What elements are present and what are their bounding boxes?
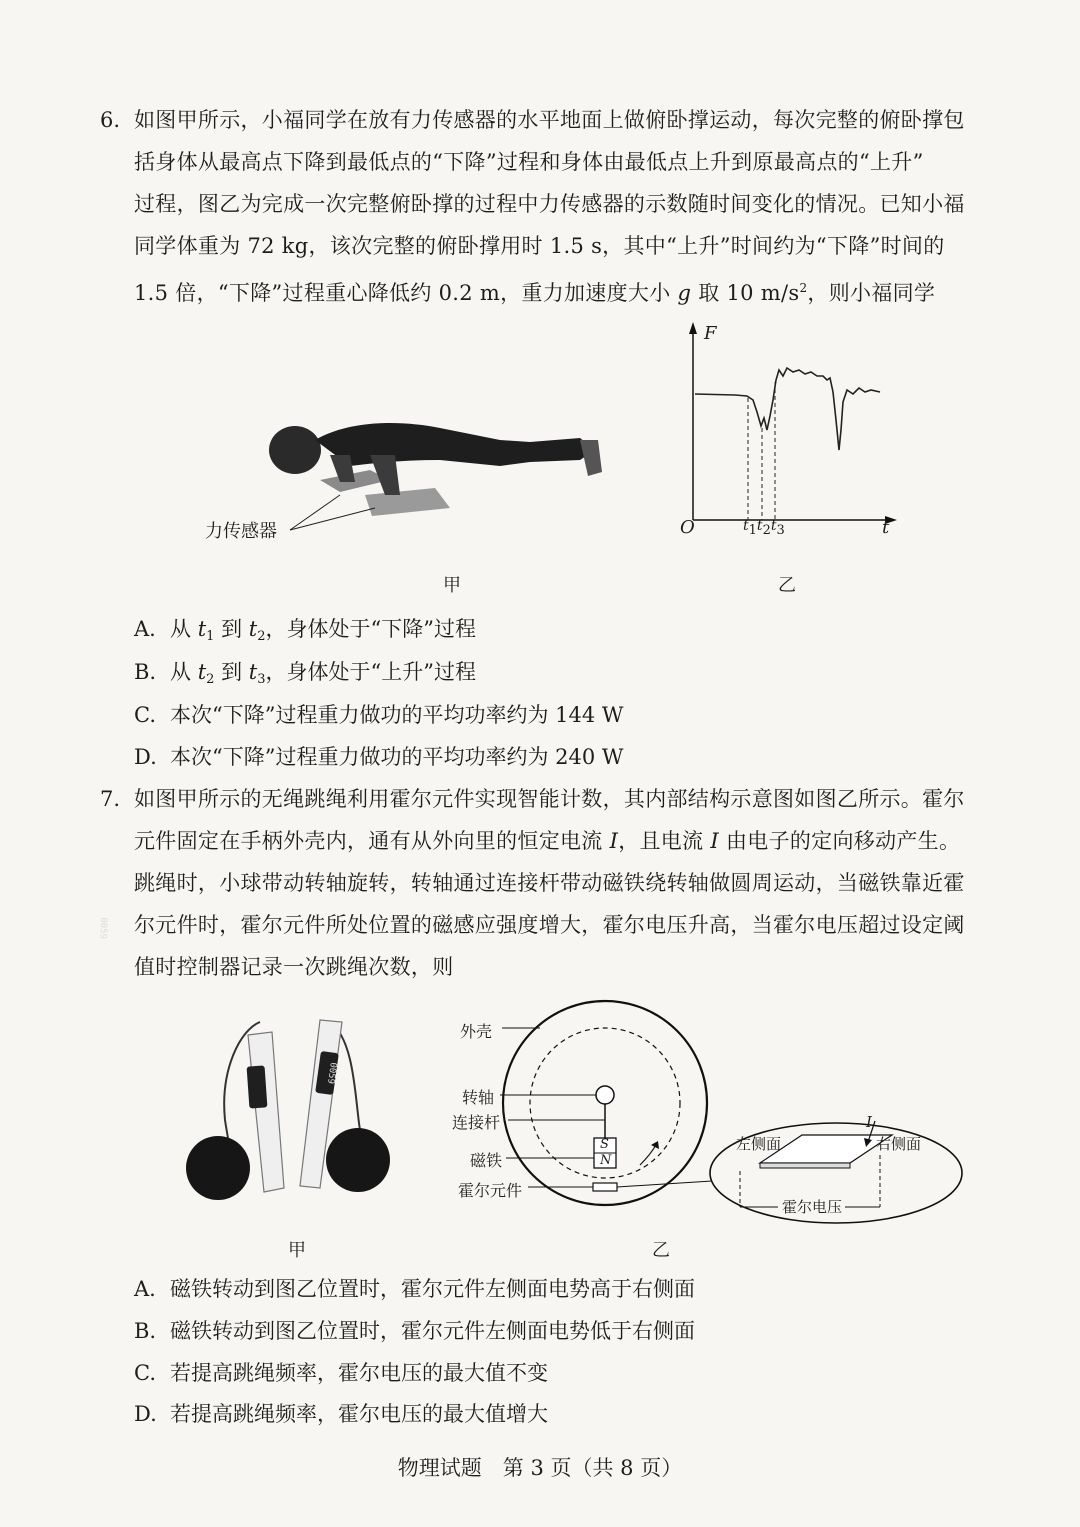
y-axis-label: F [704, 323, 717, 344]
label-leader-line [290, 508, 375, 530]
question-number: 6. [100, 108, 121, 132]
figure-caption: 甲 [288, 1240, 306, 1261]
option-c[interactable]: C. 若提高跳绳频率，霍尔电压的最大值不变 [134, 1361, 548, 1385]
option-b[interactable]: B. 从 $t_2$ 到 $t_3$，身体处于“上升”过程 [134, 660, 477, 687]
question-text-line: 如图甲所示的无绳跳绳利用霍尔元件实现智能计数，其内部结构示意图如图乙所示。霍尔 [134, 787, 965, 811]
handle-left [248, 1032, 284, 1192]
question-number: 7. [100, 787, 121, 811]
rotation-axis [596, 1086, 614, 1104]
person-head [269, 426, 321, 474]
axis-label: 转轴 [462, 1088, 495, 1107]
question-text-line: 如图甲所示，小福同学在放有力传感器的水平地面上做俯卧撑运动，每次完整的俯卧撑包 [134, 108, 965, 132]
question-text-line: 过程，图乙为完成一次完整俯卧撑的过程中力传感器的示数随时间变化的情况。已知小福 [134, 192, 965, 216]
question-text-line: 值时控制器记录一次跳绳次数，则 [134, 955, 454, 979]
hall-plate-edge [760, 1163, 850, 1168]
question-text-line: 括身体从最高点下降到最低点的“下降”过程和身体由最低点上升到原最高点的“上升” [134, 150, 924, 174]
rod-label: 连接杆 [452, 1113, 501, 1132]
person-body [315, 423, 595, 466]
option-d[interactable]: D. 本次“下降”过程重力做功的平均功率约为 240 W [134, 745, 624, 769]
display-reading: 0059 [325, 1061, 338, 1085]
option-a[interactable]: A. 磁铁转动到图乙位置时，霍尔元件左侧面电势高于右侧面 [134, 1277, 695, 1301]
hall-voltage-label: 霍尔电压 [782, 1198, 843, 1216]
question-text-line: 跳绳时，小球带动转轴旋转，转轴通过连接杆带动磁铁绕转轴做圆周运动，当磁铁靠近霍 [134, 871, 965, 895]
option-c[interactable]: C. 本次“下降”过程重力做功的平均功率约为 144 W [134, 703, 624, 727]
force-curve [695, 368, 880, 450]
option-d[interactable]: D. 若提高跳绳频率，霍尔电压的最大值增大 [134, 1402, 548, 1426]
x-axis-label: t [882, 517, 890, 538]
display-reading: 0059 [97, 917, 109, 940]
handle-display [247, 1065, 268, 1108]
person-shoe [580, 440, 602, 476]
question-text-line: 尔元件时，霍尔元件所处位置的磁感应强度增大，霍尔电压升高，当霍尔电压超过设定阈 [134, 913, 965, 937]
page-footer: 物理试题 第 3 页（共 8 页） [397, 1456, 683, 1480]
figure-caption: 乙 [652, 1240, 670, 1261]
tick-labels: $t_1t_2t_3$ [743, 518, 785, 538]
pole-n-label: N [600, 1153, 612, 1168]
weighted-ball [326, 1128, 390, 1192]
origin-label: O [680, 517, 695, 538]
force-time-graph [675, 320, 905, 550]
hall-element-label: 霍尔元件 [458, 1181, 523, 1200]
y-axis-arrow [689, 322, 697, 334]
right-face-label: 右侧面 [876, 1135, 922, 1153]
left-face-label: 左侧面 [736, 1135, 782, 1153]
question-text-line: 元件固定在手柄外壳内，通有从外向里的恒定电流 I，且电流 I 由电子的定向移动产生。 [134, 829, 961, 853]
question-text-line: 同学体重为 72 kg，该次完整的俯卧撑用时 1.5 s，其中“上升”时间约为“下降”时间的 [134, 234, 945, 258]
rotation-arrowhead [651, 1141, 659, 1149]
magnet-label: 磁铁 [470, 1151, 503, 1170]
option-b[interactable]: B. 磁铁转动到图乙位置时，霍尔元件左侧面电势低于右侧面 [134, 1319, 695, 1343]
force-sensor-plate [365, 488, 450, 516]
weighted-ball [186, 1136, 250, 1200]
hall-element [593, 1183, 617, 1191]
rotation-arrow [640, 1145, 656, 1165]
label-leader-line [290, 495, 340, 530]
current-label: I [866, 1113, 872, 1131]
figure-caption: 甲 [443, 575, 461, 596]
sensor-label: 力传感器 [205, 521, 277, 542]
figure-caption: 乙 [778, 575, 796, 596]
pole-s-label: S [600, 1137, 609, 1152]
option-a[interactable]: A. 从 $t_1$ 到 $t_2$，身体处于“下降”过程 [134, 617, 477, 644]
question-text-line: 1.5 倍，“下降”过程重心降低约 0.2 m，重力加速度大小 g 取 10 $m/s^2$，则小福同学 [134, 281, 936, 305]
shell-label: 外壳 [460, 1022, 493, 1041]
